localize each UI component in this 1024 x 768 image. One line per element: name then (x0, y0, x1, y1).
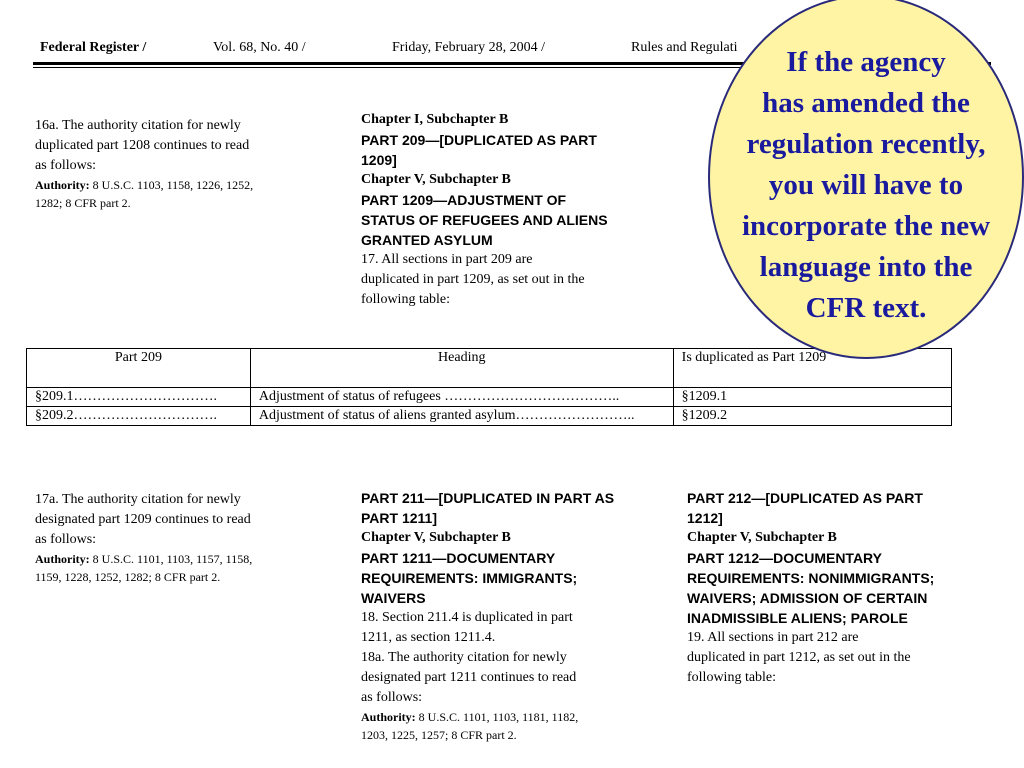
volume-info: Vol. 68, No. 40 / (213, 40, 306, 55)
table-cell: §209.1…………………………. (27, 388, 251, 407)
part-heading: 1212] (687, 510, 723, 526)
text-line: designated part 1209 continues to read (35, 512, 251, 527)
authority-line: 1159, 1228, 1252, 1282; 8 CFR part 2. (35, 570, 221, 584)
amendment-17a (35, 490, 252, 586)
part-heading: PART 1211] (361, 510, 437, 526)
part-heading: PART 212—[DUPLICATED AS PART (687, 490, 923, 506)
table-cell: §209.2…………………………. (27, 407, 251, 426)
issue-date: Friday, February 28, 2004 / (392, 40, 546, 55)
table-cell: Adjustment of status of refugees ……………………………….. (250, 388, 673, 407)
authority-line (35, 550, 252, 568)
authority-label: Authority: (35, 178, 90, 192)
table-header-row (27, 349, 952, 388)
text-line: 17. All sections in part 209 are (361, 252, 533, 267)
text-line: 17a. The authority citation for newly (35, 492, 241, 507)
part-heading: PART 211—[DUPLICATED IN PART AS (361, 490, 615, 506)
part-heading: REQUIREMENTS: NONIMMIGRANTS; (687, 570, 935, 586)
authority-label: Authority: (361, 710, 416, 724)
part-heading: PART 1212—DOCUMENTARY (687, 550, 882, 566)
part-heading: PART 1209—ADJUSTMENT OF (361, 192, 567, 208)
part-heading: WAIVERS (361, 590, 426, 606)
chapter-heading: Chapter V, Subchapter B (361, 530, 511, 545)
part-heading: 1209] (361, 152, 397, 168)
authority-line: 1203, 1225, 1257; 8 CFR part 2. (361, 728, 517, 742)
authority-text: 8 U.S.C. 1101, 1103, 1157, 1158, (89, 552, 253, 566)
chapter-heading: Chapter I, Subchapter B (361, 112, 509, 127)
authority-line: 1282; 8 CFR part 2. (35, 196, 131, 210)
part-heading: INADMISSIBLE ALIENS; PAROLE (687, 610, 908, 626)
text-line: 19. All sections in part 212 are (687, 630, 859, 645)
text-line: as follows: (35, 532, 97, 547)
callout-line: regulation recently, (746, 128, 986, 160)
chapter-heading: Chapter V, Subchapter B (361, 172, 511, 187)
text-line: as follows: (35, 158, 97, 173)
duplication-table (26, 348, 952, 426)
text-line: following table: (361, 292, 451, 307)
callout-line: CFR text. (805, 292, 927, 324)
part-heading: WAIVERS; ADMISSION OF CERTAIN (687, 590, 928, 606)
authority-line (361, 708, 614, 726)
part-211-block (361, 488, 614, 744)
text-line: duplicated in part 1209, as set out in the (361, 272, 585, 287)
section-name: Rules and Regulati (631, 40, 738, 55)
part-heading: PART 1211—DOCUMENTARY (361, 550, 556, 566)
text-line: designated part 1211 continues to read (361, 670, 577, 685)
part-heading: STATUS OF REFUGEES AND ALIENS (361, 212, 608, 228)
table-cell: §1209.2 (673, 407, 951, 426)
chapter-heading: Chapter V, Subchapter B (687, 530, 837, 545)
text-line: following table: (687, 670, 777, 685)
part-212-block (687, 488, 934, 688)
authority-label: Authority: (35, 552, 90, 566)
amendment-16a (35, 116, 253, 212)
authority-text: 8 U.S.C. 1103, 1158, 1226, 1252, (89, 178, 254, 192)
part-heading: PART 209—[DUPLICATED AS PART (361, 132, 597, 148)
journal-name: Federal Register / (40, 40, 147, 55)
authority-line (35, 176, 253, 194)
table-cell: Adjustment of status of aliens granted asylum…………………….. (250, 407, 673, 426)
text-line: 18a. The authority citation for newly (361, 650, 567, 665)
table-row (27, 407, 952, 426)
part-209-block (361, 110, 608, 310)
table-header: Part 209 (27, 349, 251, 388)
callout-line: you will have to (768, 169, 964, 201)
part-heading: REQUIREMENTS: IMMIGRANTS; (361, 570, 578, 586)
text-line: duplicated in part 1212, as set out in the (687, 650, 911, 665)
table-header: Is duplicated as Part 1209 (673, 349, 951, 388)
table-header: Heading (250, 349, 673, 388)
authority-text: 8 U.S.C. 1101, 1103, 1181, 1182, (415, 710, 579, 724)
text-line: 18. Section 211.4 is duplicated in part (361, 610, 573, 625)
callout-line: If the agency (786, 46, 946, 78)
callout-text (708, 42, 1024, 329)
text-line: duplicated part 1208 continues to read (35, 138, 250, 153)
table-row (27, 388, 952, 407)
part-heading: GRANTED ASYLUM (361, 232, 493, 248)
text-line: 1211, as section 1211.4. (361, 630, 496, 645)
callout-line: has amended the (762, 87, 970, 119)
callout-line: language into the (759, 251, 973, 283)
text-line: 16a. The authority citation for newly (35, 118, 241, 133)
callout-line: incorporate the new (741, 210, 991, 242)
text-line: as follows: (361, 690, 423, 705)
table-cell: §1209.1 (673, 388, 951, 407)
